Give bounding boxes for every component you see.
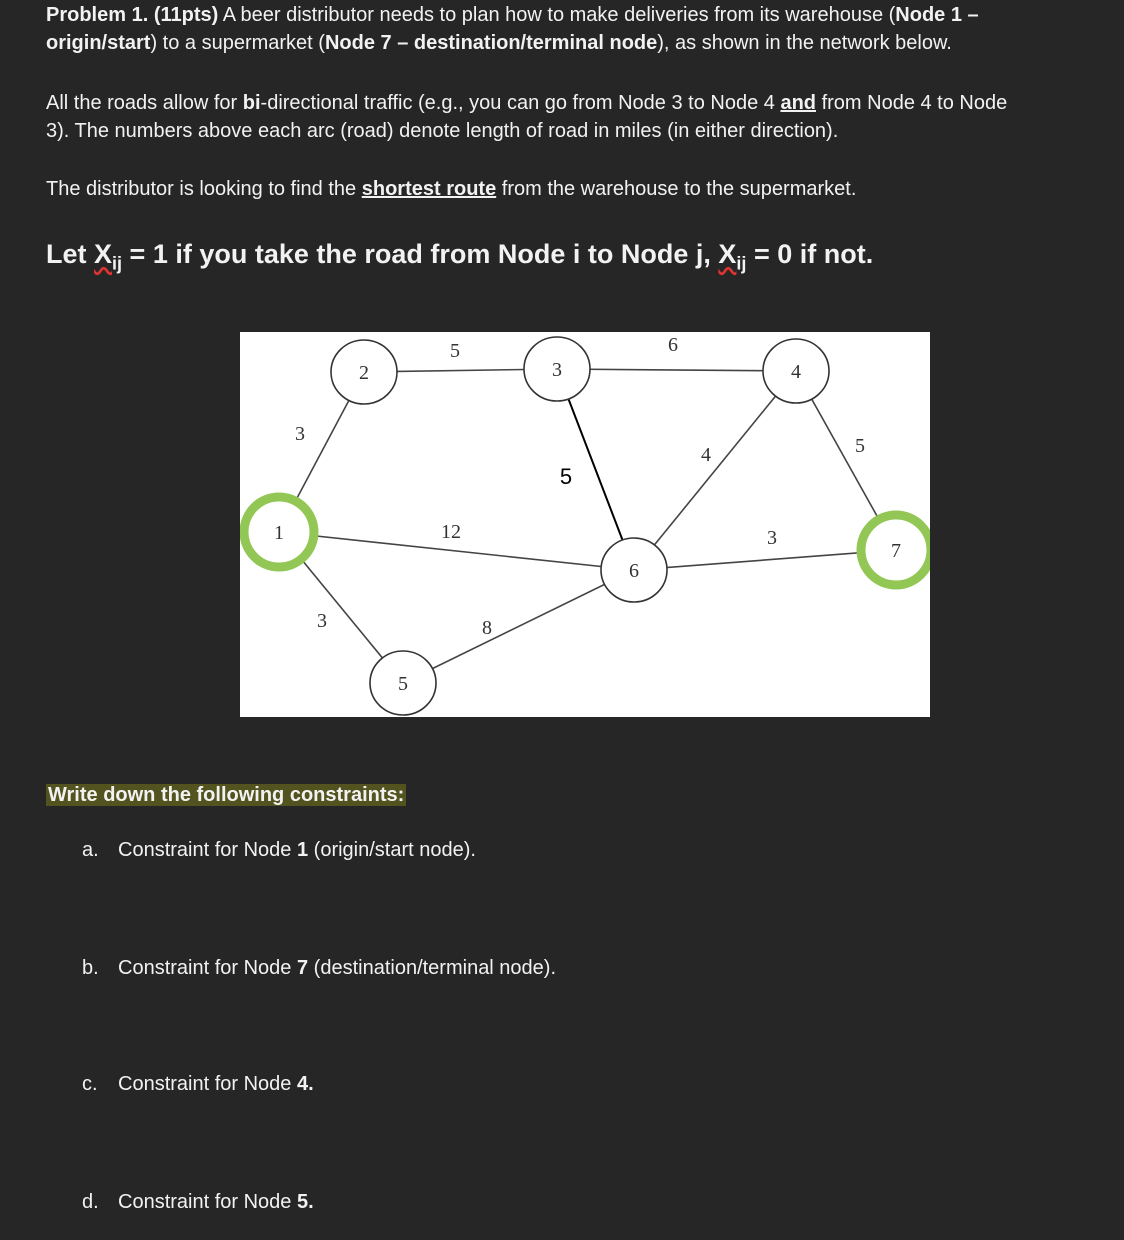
constraint-item-d	[82, 1191, 314, 1214]
node-2	[331, 340, 397, 404]
edge-weight-label: 4	[701, 444, 711, 466]
text: Let	[46, 239, 95, 269]
marker: b.	[82, 957, 99, 979]
node-label: 6	[629, 560, 639, 582]
edge-weight-label: 3	[317, 610, 327, 632]
node-label: 5	[398, 673, 408, 695]
edge-3-4	[557, 369, 796, 371]
text: origin/start	[46, 32, 151, 54]
node-label: 2	[359, 362, 369, 384]
problem-statement-line1	[46, 1, 979, 29]
edge-weight-label: 5	[559, 464, 573, 489]
text: Constraint for Node	[118, 1191, 297, 1213]
network-diagram	[240, 332, 930, 717]
objective-paragraph	[46, 175, 856, 203]
edge-weight-label: 3	[295, 423, 305, 445]
text: ), as shown in the network below.	[657, 32, 952, 54]
constraint-item-a	[82, 839, 476, 862]
text: 5.	[296, 1191, 314, 1213]
edge-weight-label: 5	[450, 340, 460, 362]
node-label: 1	[274, 522, 284, 544]
edge-5-6	[403, 570, 634, 683]
text: ij	[736, 253, 747, 274]
instructions-heading	[46, 781, 406, 809]
edge-weight-label: 6	[668, 334, 678, 356]
network-graph	[240, 332, 930, 717]
node-5	[370, 651, 436, 715]
text: shortest route	[361, 178, 497, 200]
marker: d.	[82, 1191, 99, 1213]
constraint-item-c	[82, 1073, 314, 1096]
text: 4.	[296, 1073, 314, 1095]
text: Node 7 – destination/terminal node	[324, 32, 658, 54]
text: = 0 if not.	[746, 239, 874, 269]
edge-weight-label: 5	[855, 435, 865, 457]
text: = 1 if you take the road from Node	[122, 239, 573, 269]
marker: a.	[82, 839, 99, 861]
edge-weight-label: 8	[482, 617, 492, 639]
roads-paragraph-line2: 3). The numbers above each arc (road) denote length of road in miles (in either direction).	[46, 120, 839, 142]
text: from the warehouse to the supermarket.	[496, 178, 857, 200]
text: Constraint for Node	[118, 839, 297, 861]
text: (origin/start node).	[308, 839, 476, 861]
node-label: 7	[891, 540, 901, 562]
text: and	[780, 92, 817, 114]
node-3	[524, 337, 590, 401]
node-label: 3	[552, 359, 562, 381]
constraint-item-b	[82, 957, 556, 980]
text: i	[572, 239, 581, 269]
text: Node 1 –	[895, 4, 979, 26]
text: bi	[242, 92, 261, 114]
text: The distributor is looking to find the	[46, 178, 362, 200]
text: -directional traffic (e.g., you can go from Node 3 to Node 4	[260, 92, 781, 114]
node-1	[244, 497, 314, 567]
text	[94, 239, 123, 274]
node-label: 4	[791, 361, 801, 383]
text: to Node j,	[580, 239, 719, 269]
text	[718, 239, 747, 274]
text: (destination/terminal node).	[308, 957, 557, 979]
variable-definition	[46, 238, 873, 279]
problem-label: Problem 1. (11pts)	[46, 4, 219, 26]
text: ) to a supermarket (	[150, 32, 325, 54]
text: Constraint for Node	[118, 957, 297, 979]
node-6	[601, 538, 667, 602]
text: X	[718, 239, 737, 269]
text: All the roads allow for	[46, 92, 243, 114]
text: Constraint for Node	[118, 1073, 297, 1095]
edge-weight-label: 3	[767, 527, 777, 549]
text: ij	[112, 253, 123, 274]
text: X	[94, 239, 113, 269]
roads-paragraph-line1	[46, 89, 1007, 117]
edge-weight-label: 12	[441, 521, 461, 543]
text: from Node 4 to Node	[816, 92, 1008, 114]
text: Write down the following constraints:	[48, 784, 405, 806]
problem-statement-line2	[46, 29, 952, 57]
node-4	[763, 339, 829, 403]
node-7	[861, 515, 930, 585]
text: A beer distributor needs to plan how to make deliveries from its warehouse (	[218, 4, 896, 26]
text: 7	[296, 957, 309, 979]
marker: c.	[82, 1073, 98, 1095]
text: 1	[296, 839, 309, 861]
